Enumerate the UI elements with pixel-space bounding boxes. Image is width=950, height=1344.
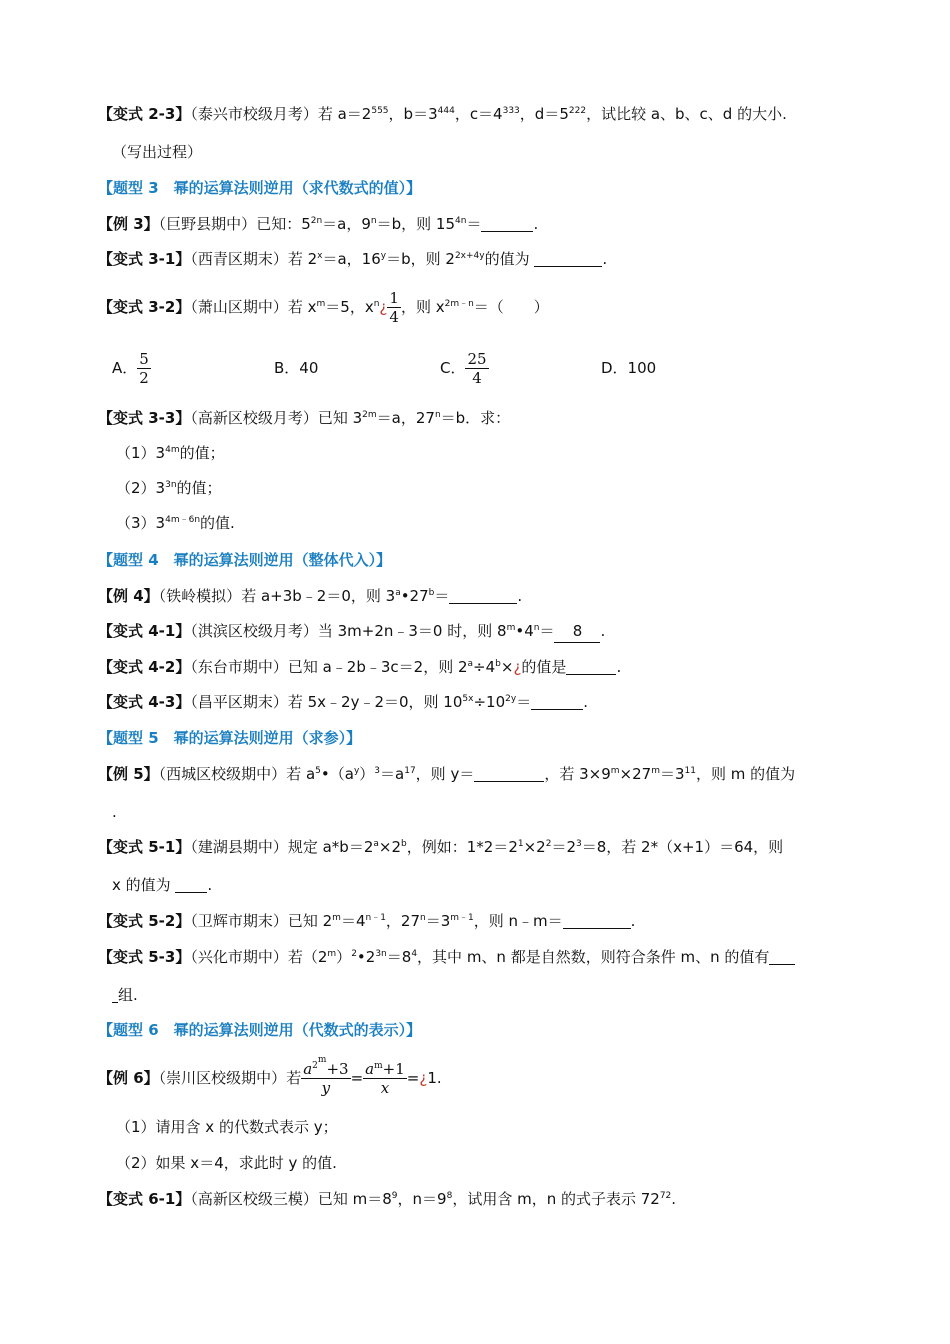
problem-variant-4-1: 【变式 4-1】（淇滨区校级月考）当 3m+2n﹣3＝0 时，则 $8^m•4^n= 8$ .: [98, 620, 605, 643]
section-heading-3: 【题型 3 幂的运算法则逆用（求代数式的值）】: [98, 179, 422, 197]
problem-source: （卫辉市期末）: [190, 912, 288, 930]
problem-source: （西城区校级期中）: [158, 765, 287, 783]
problem-example-4: 【例 4】（铁岭模拟）若 a+3b﹣2＝0，则 $3^a•27^b=$ .: [98, 587, 523, 605]
problem-source: （昌平区期末）: [190, 693, 288, 711]
option-b: B．40: [274, 359, 319, 377]
garbled-glyph: ¿: [419, 1069, 428, 1087]
garbled-glyph: ¿: [513, 658, 522, 676]
problem-label: 【变式 4-3】: [98, 693, 191, 711]
problem-variant-4-2: 【变式 4-2】（东台市期中）已知 a﹣2b﹣3c＝2，则 $2^a\div 4^b\times¿$的值是 .: [98, 658, 622, 676]
problem-example-3: 【例 3】（巨野县期中）已知：$5^{2n}=a$，$9^n=b$，则 $15^{4n}=$ .: [98, 215, 539, 233]
problem-source: （崇川区校级期中）: [158, 1069, 287, 1087]
section-heading-4: 【题型 4 幂的运算法则逆用（整体代入）】: [98, 551, 392, 569]
fraction: $\frac{5}{2}$: [139, 350, 149, 387]
section-heading-6: 【题型 6 幂的运算法则逆用（代数式的表示）】: [98, 1021, 422, 1039]
problem-source: （兴化市期中）: [190, 948, 288, 966]
filled-answer: 8: [554, 620, 600, 643]
problem-text-line: （写出过程）: [112, 143, 203, 161]
problem-source: （高新区校级月考）: [190, 409, 318, 427]
problem-source: （高新区校级三模）: [190, 1190, 318, 1208]
problem-label: 【变式 3-2】: [98, 298, 191, 316]
problem-variant-3-3: 【变式 3-3】（高新区校级月考）已知 $3^{2m}=a$，$27^n=b$．求：: [98, 409, 511, 427]
answer-blank: [175, 876, 207, 893]
problem-label: 【变式 4-2】: [98, 658, 191, 676]
problem-label: 【变式 6-1】: [98, 1190, 191, 1208]
problem-label: 【变式 4-1】: [98, 622, 191, 640]
problem-label: 【变式 5-2】: [98, 912, 191, 930]
problem-label: 【变式 5-1】: [98, 838, 191, 856]
answer-blank: [474, 765, 544, 782]
option-a: A． $\frac{5}{2}$: [112, 350, 149, 387]
problem-source: （泰兴市校级月考）: [190, 105, 318, 123]
problem-example-6: 【例 6】（崇川区校级期中）若 $\frac{a^{2^m}+3}{y}$ = $\frac{a^m+1}{x}$ =¿1.: [98, 1055, 442, 1097]
section-heading-5: 【题型 5 幂的运算法则逆用（求参）】: [98, 729, 362, 747]
problem-variant-5-2: 【变式 5-2】（卫辉市期末）已知 $2^m=4^{n﹣1}$，$27^n=3^{m﹣1}$，则 n﹣m＝ .: [98, 912, 636, 930]
problem-variant-3-1: 【变式 3-1】（西青区期末）若 $2^x=a$，$16^y=b$，则 $2^{2x+4y}$的值为 .: [98, 250, 608, 268]
sub-question-2: $(2)3^{3n}$的值；: [116, 479, 222, 497]
problem-text-line: 组.: [112, 984, 138, 1006]
option-d: D．100: [601, 359, 657, 377]
problem-variant-2-3: 【变式 2-3】（泰兴市校级月考）若 $a=2^{555}$，$b=3^{444}$，$c=4^{333}$，$d=5^{222}$，试比较 a、b、c、d 的大小.: [98, 105, 787, 123]
answer-blank: [769, 948, 795, 965]
problem-variant-6-1: 【变式 6-1】（高新区校级三模）已知 $m=8^9$，$n=9^8$，试用含 m，n 的式子表示 $72^{72}$.: [98, 1190, 677, 1208]
problem-variant-5-3: 【变式 5-3】（兴化市期中）若$(2^m)^2•2^{3n}=8^4$，其中 m、n 都是自然数，则符合条件 m、n 的值有: [98, 946, 795, 968]
problem-variant-5-1: 【变式 5-1】（建湖县期中）规定 $a*b=2^a\times 2^b$，例如：$1*2=2^1\times 2^2=2^3=8$，若 2*（x+1）＝64，则: [98, 838, 784, 856]
problem-label: 【例 5】: [98, 765, 159, 783]
problem-source: （铁岭模拟）: [158, 587, 242, 605]
answer-blank: [534, 250, 602, 267]
problem-source: （萧山区期中）: [190, 298, 288, 316]
problem-source: （东台市期中）: [190, 658, 288, 676]
problem-source: （巨野县期中）: [158, 215, 257, 233]
problem-label: 【变式 3-1】: [98, 250, 191, 268]
option-c: C． $\frac{25}{4}$: [440, 350, 487, 387]
fraction: $\frac{1}{4}$: [389, 289, 399, 326]
answer-blank: [566, 658, 616, 675]
problem-label: 【变式 3-3】: [98, 409, 191, 427]
problem-source: （淇滨区校级月考）: [190, 622, 318, 640]
problem-label: 【变式 5-3】: [98, 948, 191, 966]
problem-variant-4-3: 【变式 4-3】（昌平区期末）若 5x﹣2y﹣2＝0，则 $10^{5x}\div 10^{2y}=$ .: [98, 693, 588, 711]
sub-question-2: （2）如果 x＝4，求此时 y 的值.: [116, 1154, 337, 1172]
answer-blank: [449, 587, 517, 604]
problem-source: （建湖县期中）: [190, 838, 288, 856]
problem-source: （西青区期末）: [190, 250, 288, 268]
problem-label: 【例 4】: [98, 587, 159, 605]
answer-blank: [563, 912, 631, 929]
problem-variant-3-2: 【变式 3-2】（萧山区期中）若 $x^m=5$，$x^n¿$ $\frac{1}{4}$ ，则 $x^{2m﹣n}=$（ ）: [98, 289, 549, 326]
problem-label: 【例 3】: [98, 215, 159, 233]
problem-text-line: .: [112, 803, 117, 821]
fraction: $\frac{25}{4}$: [467, 350, 487, 387]
answer-blank: [531, 693, 583, 710]
problem-label: 【例 6】: [98, 1069, 159, 1087]
garbled-glyph: ¿: [379, 298, 388, 316]
fraction: $\frac{a^{2^m}+3}{y}$: [303, 1055, 349, 1097]
problem-text-line: x 的值为 .: [112, 876, 213, 894]
sub-question-1: （1）请用含 x 的代数式表示 y；: [116, 1118, 338, 1136]
sub-question-1: $(1)3^{4m}$的值；: [116, 444, 225, 462]
sub-question-3: $(3)3^{4m﹣6n}$的值.: [116, 514, 235, 532]
problem-example-5: 【例 5】（西城区校级期中）若 $a^5•(a^y)^3=a^{17}$，则 y＝ ，若 $3\times 9^m\times 27^m=3^{11}$，则 m 的值为: [98, 765, 796, 783]
answer-blank: [481, 215, 533, 232]
problem-label: 【变式 2-3】: [98, 105, 191, 123]
fraction: $\frac{a^m+1}{x}$: [365, 1060, 405, 1097]
